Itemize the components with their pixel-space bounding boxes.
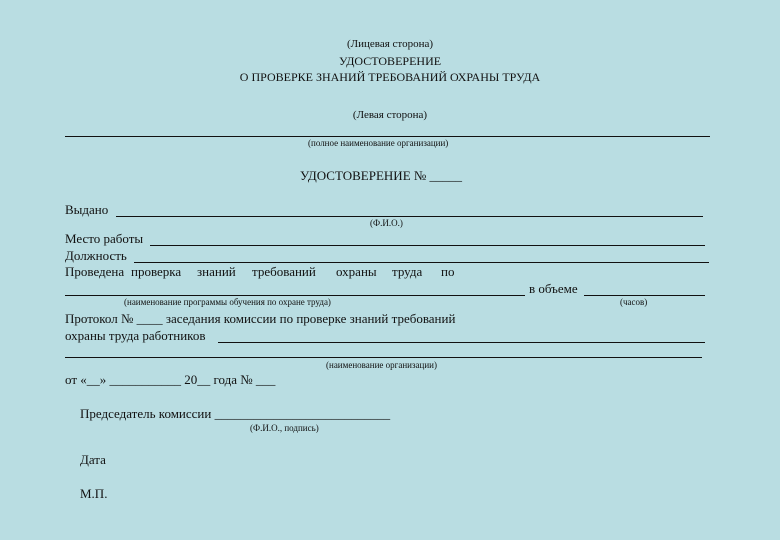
protocol-date-line: от «__» ___________ 20__ года № ___ bbox=[65, 372, 276, 387]
chairman-line: Председатель комиссии ___________________________ bbox=[80, 406, 391, 421]
left-side-caption: (Левая сторона) bbox=[352, 109, 428, 121]
check-word: знаний bbox=[197, 264, 236, 279]
volume-label: в объеме bbox=[529, 281, 578, 296]
program-line bbox=[65, 295, 525, 296]
org-name-line bbox=[65, 136, 710, 137]
fio-caption: (Ф.И.О.) bbox=[370, 218, 403, 228]
check-word: проверка bbox=[131, 264, 182, 279]
certificate-number: УДОСТОВЕРЕНИЕ № _____ bbox=[300, 168, 463, 183]
protocol-workers-label: охраны труда работников bbox=[65, 328, 206, 343]
check-word: Проведена bbox=[65, 264, 125, 279]
protocol-org-line bbox=[65, 357, 702, 358]
position-line bbox=[134, 262, 709, 263]
check-word: труда bbox=[392, 264, 423, 279]
hours-caption: (часов) bbox=[620, 297, 648, 307]
position-label: Должность bbox=[65, 248, 127, 263]
date-label: Дата bbox=[80, 452, 106, 467]
workplace-label: Место работы bbox=[65, 231, 144, 246]
protocol-org-caption: (наименование организации) bbox=[326, 360, 437, 370]
issued-line bbox=[116, 216, 703, 217]
check-word: по bbox=[441, 264, 455, 279]
chairman-caption: (Ф.И.О., подпись) bbox=[250, 423, 319, 433]
issued-label: Выдано bbox=[65, 202, 109, 217]
document-subtitle: О ПРОВЕРКЕ ЗНАНИЙ ТРЕБОВАНИЙ ОХРАНЫ ТРУДА bbox=[239, 70, 541, 84]
stamp-label: М.П. bbox=[80, 486, 108, 501]
check-word: требований bbox=[252, 264, 316, 279]
hours-line bbox=[584, 295, 705, 296]
workplace-line bbox=[150, 245, 705, 246]
front-side-caption: (Лицевая сторона) bbox=[347, 38, 433, 50]
document-title: УДОСТОВЕРЕНИЕ bbox=[338, 54, 442, 68]
check-word: охраны bbox=[336, 264, 377, 279]
protocol-workers-line bbox=[218, 342, 705, 343]
protocol-line: Протокол № ____ заседания комиссии по проверке знаний требований bbox=[65, 311, 456, 326]
program-caption: (наименование программы обучения по охране труда) bbox=[124, 297, 331, 307]
org-name-caption: (полное наименование организации) bbox=[308, 138, 449, 148]
